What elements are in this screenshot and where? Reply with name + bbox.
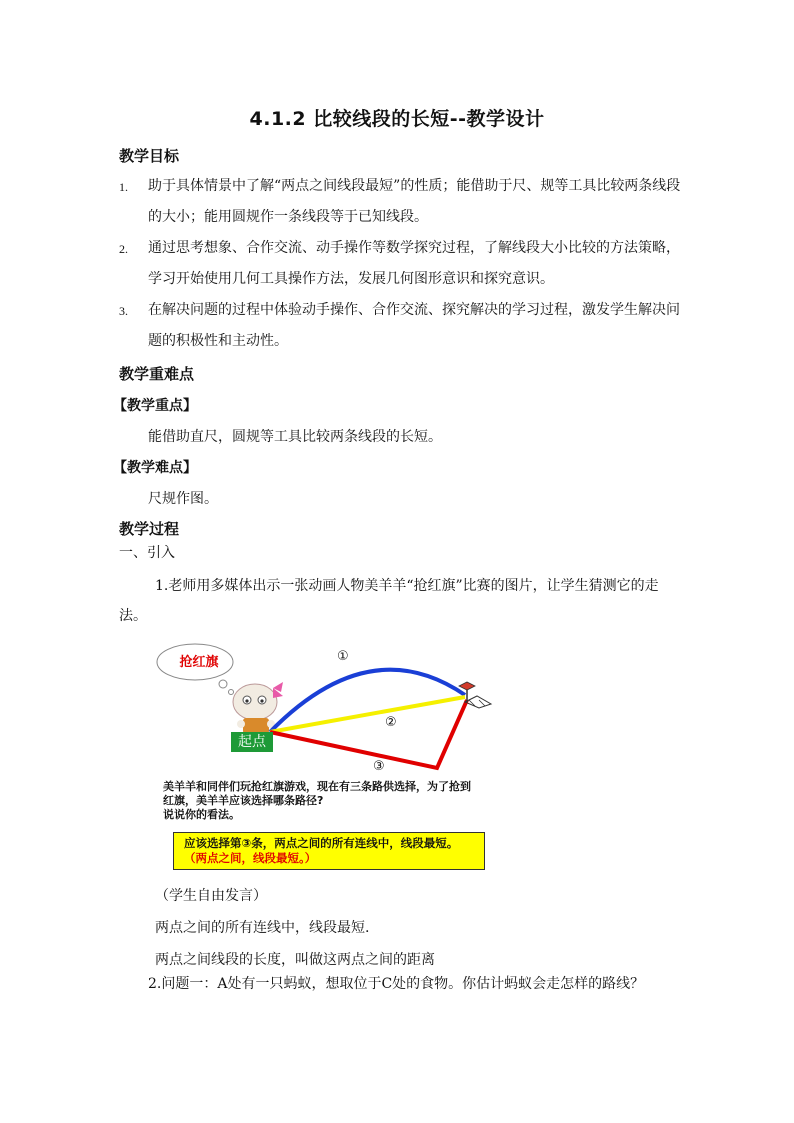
path-straight xyxy=(270,697,465,732)
figure-question xyxy=(163,780,503,822)
goal-num-2: 2. xyxy=(119,242,128,256)
path-broken xyxy=(270,700,467,768)
conclusion-1: 两点之间的所有连线中，线段最短. xyxy=(155,920,370,936)
focus-label: 【教学重点】 xyxy=(113,398,197,414)
goal-num-3: 3. xyxy=(119,304,128,318)
difficulty-text: 尺规作图。 xyxy=(148,491,218,507)
goal-3-line1: 在解决问题的过程中体验动手操作、合作交流、探究解决的学习过程，激发学生解决问 xyxy=(148,302,680,318)
step1-line2: 法。 xyxy=(119,608,147,624)
race-figure xyxy=(155,640,495,875)
question-line-1: 美羊羊和同伴们玩抢红旗游戏，现在有三条路供选择，为了抢到 xyxy=(163,780,471,793)
focus-text: 能借助直尺，圆规等工具比较两条线段的长短。 xyxy=(148,429,442,445)
path-label-1: ① xyxy=(337,649,349,664)
path-label-3: ③ xyxy=(373,759,385,774)
step1-line1: 1.老师用多媒体出示一张动画人物美羊羊“抢红旗”比赛的图片，让学生猜测它的走 xyxy=(155,578,659,594)
goal-3-line2: 题的积极性和主动性。 xyxy=(148,333,288,349)
question-line-2: 红旗，美羊羊应该选择哪条路径? xyxy=(163,794,324,807)
heading-goals: 教学目标 xyxy=(119,147,180,165)
answer-line-2: （两点之间，线段最短。） xyxy=(184,851,317,865)
bubble-text: 抢红旗 xyxy=(179,655,219,670)
goal-num-1: 1. xyxy=(119,180,128,194)
goal-1-line1: 助于具体情景中了解“两点之间线段最短”的性质；能借助于尺、规等工具比较两条线段 xyxy=(148,178,681,194)
page-title: 4.1.2 比较线段的长短--教学设计 xyxy=(249,108,545,130)
conclusion-2: 两点之间线段的长度，叫做这两点之间的距离 xyxy=(155,952,435,968)
question-2: 2.问题一：A处有一只蚂蚁，想取位于C处的食物。你估计蚂蚁会走怎样的路线？ xyxy=(148,976,645,992)
question-line-3: 说说你的看法。 xyxy=(163,808,240,821)
heading-process: 教学过程 xyxy=(119,520,180,538)
path-label-2: ② xyxy=(385,715,397,730)
goal-2-line2: 学习开始使用几何工具操作方法，发展几何图形意识和探究意识。 xyxy=(148,271,554,287)
answer-line-1: 应该选择第③条，两点之间的所有连线中，线段最短。 xyxy=(184,836,459,850)
difficulty-label: 【教学难点】 xyxy=(113,460,197,476)
answer-box xyxy=(173,832,485,870)
heading-key-points: 教学重难点 xyxy=(119,365,195,383)
goal-2-line1: 通过思考想象、合作交流、动手操作等数学探究过程，了解线段大小比较的方法策略， xyxy=(148,240,680,256)
start-label: 起点 xyxy=(231,732,273,752)
free-talk: （学生自由发言） xyxy=(155,888,267,904)
intro-heading: 一、引入 xyxy=(119,545,175,561)
goal-1-line2: 的大小；能用圆规作一条线段等于已知线段。 xyxy=(148,209,428,225)
